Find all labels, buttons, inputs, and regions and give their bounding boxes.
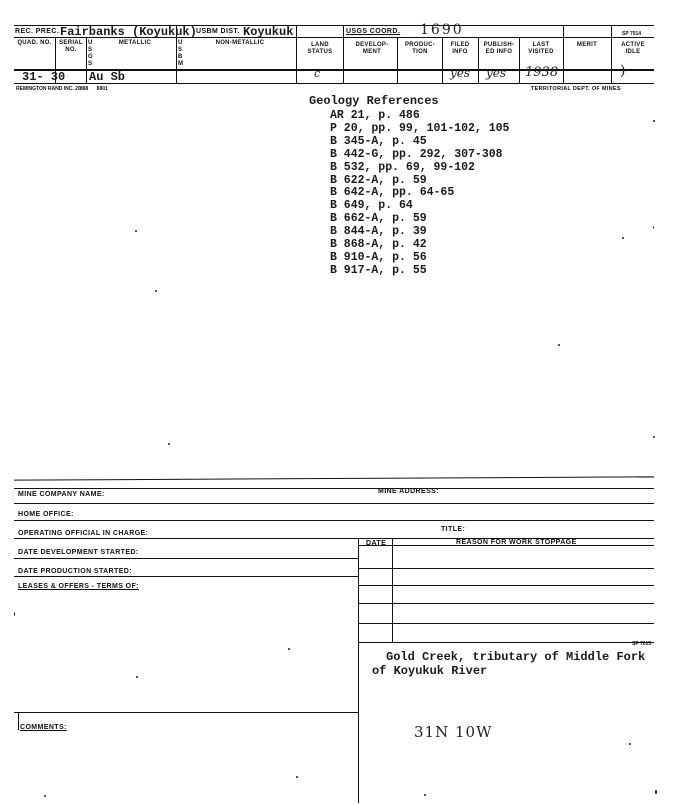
- published-info-value: yes: [486, 66, 507, 80]
- scan-speck: [44, 795, 46, 797]
- date-development-label: DATE DEVELOPMENT STARTED:: [18, 549, 139, 556]
- usgs-coord-label: USGS COORD.: [346, 28, 401, 35]
- form-number: SP 7014: [622, 31, 642, 37]
- reference-line: B 622-A, p. 59: [330, 173, 427, 187]
- scan-speck: [655, 790, 657, 794]
- scan-speck: [653, 226, 654, 229]
- location-line-2: of Koyukuk River: [372, 664, 488, 678]
- printer-line: REMINGTON RAND INC. 20: [16, 86, 81, 92]
- scan-speck: [135, 230, 137, 232]
- published-info-header: PUBLISH-ED INFO: [483, 42, 515, 55]
- metallic-value: Au Sb: [89, 70, 126, 84]
- land-status-header: LAND STATUS: [307, 42, 333, 55]
- usbm-dist-value: Koyukuk: [243, 25, 294, 39]
- reference-line: B 642-A, pp. 64-65: [330, 186, 455, 200]
- date-production-label: DATE PRODUCTION STARTED:: [18, 568, 132, 575]
- scan-speck: [136, 676, 138, 678]
- usbm-dist-label: USBM DIST.: [196, 28, 240, 35]
- handwritten-location: 31N 10W: [414, 723, 493, 741]
- reference-line: B 345-A, p. 45: [330, 134, 427, 148]
- production-header: PRODUC-TION: [404, 42, 436, 55]
- location-line-1: Gold Creek, tributary of Middle Fork: [386, 650, 646, 664]
- scan-speck: [629, 743, 631, 745]
- quad-serial-value: 31- 30: [22, 70, 66, 84]
- leases-label: LEASES & OFFERS - TERMS OF:: [18, 583, 139, 590]
- reference-line: AR 21, p. 486: [330, 109, 420, 122]
- merit-header: MERIT: [576, 42, 598, 48]
- reference-line: P 20, pp. 99, 101-102, 105: [330, 121, 510, 135]
- scan-speck: [558, 344, 560, 346]
- filed-info-header: FILED INFO: [450, 42, 470, 55]
- scan-speck: [653, 436, 655, 438]
- home-office-label: HOME OFFICE:: [18, 511, 74, 518]
- filed-info-value: yes: [450, 66, 471, 80]
- last-visited-header: LAST VISITED: [528, 42, 554, 55]
- operating-official-label: OPERATING OFFICIAL IN CHARGE:: [18, 530, 149, 537]
- mine-address-label: MINE ADDRESS:: [378, 488, 439, 495]
- scan-speck: [168, 443, 170, 445]
- scan-speck: [155, 290, 157, 292]
- rec-prec-label: REC. PREC.: [15, 28, 60, 35]
- rec-prec-value: Fairbanks (Koyukuk): [60, 25, 197, 39]
- geology-references: [330, 109, 590, 289]
- reason-column-label: REASON FOR WORK STOPPAGE: [456, 539, 577, 546]
- territorial-dept: TERRITORIAL DEPT. OF MINES: [531, 86, 621, 92]
- reference-line: B 442-G, pp. 292, 307-308: [330, 147, 503, 161]
- comments-label: COMMENTS:: [20, 724, 67, 731]
- scan-speck: [296, 776, 298, 778]
- form-number-2: SP 7015: [632, 641, 652, 647]
- development-header: DEVELOP-MENT: [355, 42, 389, 55]
- scan-speck: [288, 648, 290, 650]
- quad-no-header: QUAD. NO.: [17, 40, 52, 46]
- title-label: TITLE:: [441, 526, 466, 533]
- scan-speck: [424, 794, 426, 796]
- active-idle-header: ACTIVE IDLE: [621, 42, 645, 55]
- metallic-header: METALLIC: [118, 40, 152, 46]
- geology-heading: Geology References: [309, 94, 439, 108]
- scan-speck: [653, 120, 655, 122]
- scan-speck: [14, 612, 15, 616]
- last-visited-value: 1938: [525, 65, 559, 80]
- reference-line: B 868-A, p. 42: [330, 238, 427, 251]
- reference-line: B 844-A, p. 39: [330, 225, 427, 239]
- reference-line: B 662-A, p. 59: [330, 212, 427, 226]
- mine-company-name-label: MINE COMPANY NAME:: [18, 491, 105, 498]
- usgs-coord-value: 1690: [420, 22, 464, 38]
- reference-line: B 910-A, p. 56: [330, 250, 427, 264]
- land-status-value: c: [314, 67, 321, 80]
- serial-no-header: SERIAL NO.: [59, 40, 83, 53]
- reference-line: B 649, p. 64: [330, 199, 413, 213]
- date-column-label: DATE: [366, 540, 387, 547]
- active-idle-mark: ): [620, 63, 626, 79]
- reference-line: B 917-A, p. 55: [330, 263, 427, 277]
- non-metallic-header: NON-METALLIC: [215, 40, 265, 46]
- reference-line: B 532, pp. 69, 99-102: [330, 160, 475, 174]
- scan-speck: [622, 237, 624, 239]
